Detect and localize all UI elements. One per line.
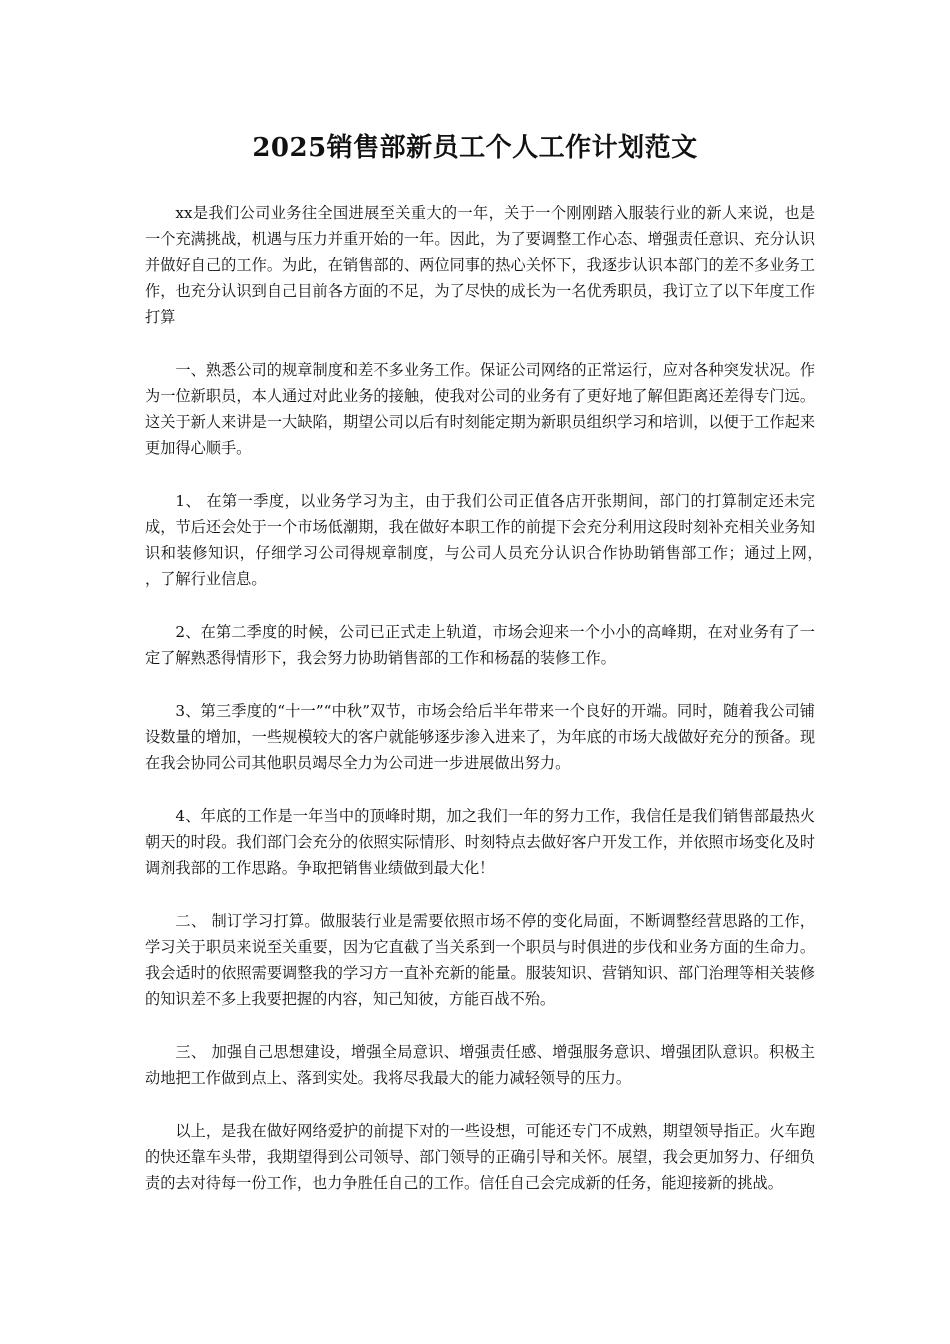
- paragraph-q4: 4、年底的工作是一年当中的顶峰时期，加之我们一年的努力工作，我信任是我们销售部最热火朝天的时段。我们部门会充分的依照实际情形、时刻特点去做好客户开发工作，并依照市场变化及时调剂我部的工作思路。争取把销售业绩做到最大化！: [145, 807, 815, 877]
- paragraph-conclusion: 以上，是我在做好网络爱护的前提下对的一些设想，可能还专门不成熟，期望领导指正。火车跑的快还靠车头带，我期望得到公司领导、部门领导的正确引导和关怀。展望，我会更加努力、仔细负责的去对待每一份工作，也力争胜任自己的工作。信任自己会完成新的任务，能迎接新的挑战。: [145, 1122, 815, 1192]
- paragraph-intro: xx是我们公司业务往全国进展至关重大的一年，关于一个刚刚踏入服装行业的新人来说，也是一个充满挑战，机遇与压力并重开始的一年。因此，为了要调整工作心态、增强责任意识、充分认识并做好自己的工作。为此，在销售部的、两位同事的热心关怀下，我逐步认识本部门的差不多业务工作，也充分认识到自己目前各方面的不足，为了尽快的成长为一名优秀职员，我订立了以下年度工作打算: [145, 204, 815, 326]
- paragraph-section-3: 三、 加强自己思想建设，增强全局意识、增强责任感、增强服务意识、增强团队意识。积极主动地把工作做到点上、落到实处。我将尽我最大的能力减轻领导的压力。: [145, 1043, 815, 1087]
- document-title: 2025销售部新员工个人工作计划范文: [252, 133, 698, 163]
- paragraph-q1: 1、 在第一季度，以业务学习为主，由于我们公司正值各店开张期间，部门的打算制定还未完成，节后还会处于一个市场低潮期，我在做好本职工作的前提下会充分利用这段时刻补充相关业务知识和装修知识，仔细学习公司得规章制度，与公司人员充分认识合作协助销售部工作；通过上网， ，了解行业信息。: [145, 492, 831, 588]
- paragraph-q2: 2、在第二季度的时候，公司已正式走上轨道，市场会迎来一个小小的高峰期，在对业务有了一定了解熟悉得情形下，我会努力协助销售部的工作和杨磊的装修工作。: [145, 623, 815, 667]
- document-body: [145, 200, 831, 1223]
- paragraph-q3: 3、第三季度的“十一”“中秋”双节，市场会给后半年带来一个良好的开端。同时，随着我公司铺设数量的增加，一些规模较大的客户就能够逐步渗入进来了，为年底的市场大战做好充分的预备。现在我会协同公司其他职员竭尽全力为公司进一步进展做出努力。: [145, 702, 815, 772]
- paragraph-section-1: 一、熟悉公司的规章制度和差不多业务工作。保证公司网络的正常运行，应对各种突发状况。作为一位新职员，本人通过对此业务的接触，使我对公司的业务有了更好地了解但距离还差得专门远。这关于新人来讲是一大缺陷，期望公司以后有时刻能定期为新职员组织学习和培训，以便于工作起来更加得心顺手。: [145, 361, 815, 457]
- paragraph-section-2: 二、 制订学习打算。做服装行业是需要依照市场不停的变化局面，不断调整经营思路的工作，学习关于职员来说至关重要，因为它直截了当关系到一个职员与时俱进的步伐和业务方面的生命力。我会适时的依照需要调整我的学习方一直补充新的能量。服装知识、营销知识、部门治理等相关装修的知识差不多上我要把握的内容，知己知彼，方能百战不殆。: [145, 912, 815, 1008]
